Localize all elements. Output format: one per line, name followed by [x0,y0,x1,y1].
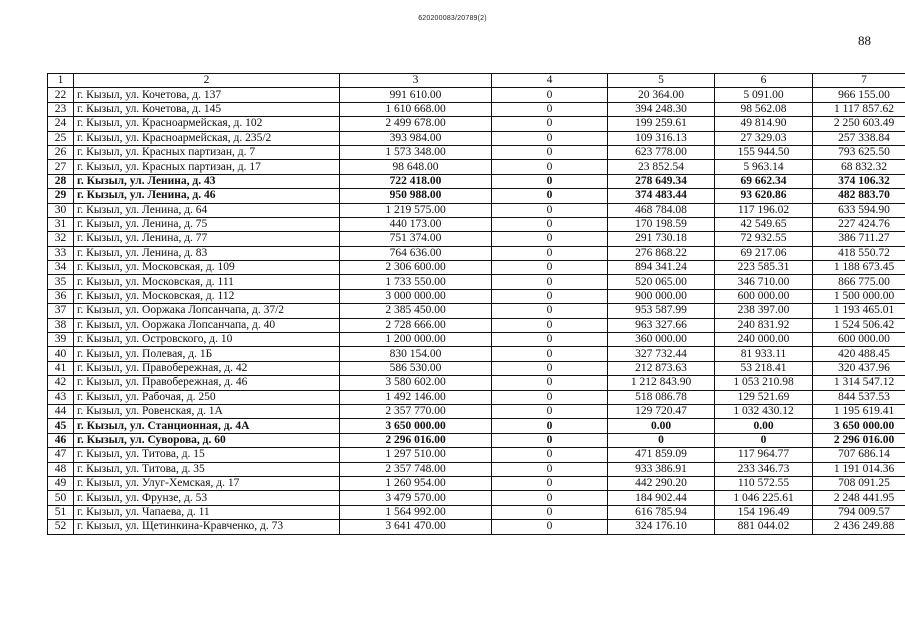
table-row [48,419,905,433]
column-7-cell: 966 155.00 [813,88,905,102]
column-header: 7 [813,74,905,88]
address-cell: г. Кызыл, ул. Ленина, д. 75 [74,217,340,231]
table-row [48,476,905,490]
column-7-cell: 844 537.53 [813,390,905,404]
row-number-cell: 36 [48,289,74,303]
column-3-cell: 1 219 575.00 [340,203,492,217]
column-4-cell: 0 [492,419,608,433]
column-5-cell: 109 316.13 [608,131,715,145]
column-5-cell: 0 [608,433,715,447]
column-7-cell: 707 686.14 [813,448,905,462]
address-cell: г. Кызыл, ул. Островского, д. 10 [74,333,340,347]
column-7-cell: 386 711.27 [813,232,905,246]
column-7-cell: 794 009.57 [813,505,905,519]
table-row [48,203,905,217]
column-7-cell: 1 500 000.00 [813,289,905,303]
row-number-cell: 22 [48,88,74,102]
column-3-cell: 393 984.00 [340,131,492,145]
table-row [48,174,905,188]
address-cell: г. Кызыл, ул. Правобережная, д. 42 [74,361,340,375]
column-7-cell: 708 091.25 [813,476,905,490]
row-number-cell: 50 [48,491,74,505]
page-number: 88 [858,33,871,48]
column-5-cell: 324 176.10 [608,520,715,534]
column-4-cell: 0 [492,376,608,390]
column-5-cell: 20 364.00 [608,88,715,102]
column-5-cell: 327 732.44 [608,347,715,361]
address-cell: г. Кызыл, ул. Правобережная, д. 46 [74,376,340,390]
address-cell: г. Кызыл, ул. Московская, д. 112 [74,289,340,303]
table-row [48,117,905,131]
column-7-cell: 68 832.32 [813,160,905,174]
column-6-cell: 72 932.55 [715,232,813,246]
column-4-cell: 0 [492,203,608,217]
address-cell: г. Кызыл, ул. Ленина, д. 46 [74,189,340,203]
table-row [48,145,905,159]
row-number-cell: 46 [48,433,74,447]
column-5-cell: 276 868.22 [608,246,715,260]
address-cell: г. Кызыл, ул. Ленина, д. 43 [74,174,340,188]
column-7-cell: 1 195 619.41 [813,404,905,418]
column-3-cell: 1 492 146.00 [340,390,492,404]
column-5-cell: 471 859.09 [608,448,715,462]
row-number-cell: 28 [48,174,74,188]
column-4-cell: 0 [492,505,608,519]
column-4-cell: 0 [492,304,608,318]
column-5-cell: 894 341.24 [608,261,715,275]
column-7-cell: 2 436 249.88 [813,520,905,534]
table-row [48,318,905,332]
table-row [48,246,905,260]
column-3-cell: 2 296 016.00 [340,433,492,447]
address-cell: г. Кызыл, ул. Станционная, д. 4А [74,419,340,433]
column-6-cell: 117 964.77 [715,448,813,462]
table-row [48,491,905,505]
column-6-cell: 93 620.86 [715,189,813,203]
table-row [48,333,905,347]
table-row [48,131,905,145]
column-7-cell: 1 188 673.45 [813,261,905,275]
column-4-cell: 0 [492,261,608,275]
column-3-cell: 3 650 000.00 [340,419,492,433]
row-number-cell: 25 [48,131,74,145]
address-cell: г. Кызыл, ул. Московская, д. 109 [74,261,340,275]
column-4-cell: 0 [492,462,608,476]
column-6-cell: 5 963.14 [715,160,813,174]
row-number-cell: 52 [48,520,74,534]
row-number-cell: 40 [48,347,74,361]
column-5-cell: 616 785.94 [608,505,715,519]
column-4-cell: 0 [492,117,608,131]
column-3-cell: 2 385 450.00 [340,304,492,318]
address-cell: г. Кызыл, ул. Ленина, д. 77 [74,232,340,246]
column-4-cell: 0 [492,361,608,375]
column-5-cell: 900 000.00 [608,289,715,303]
column-7-cell: 1 191 014.36 [813,462,905,476]
row-number-cell: 32 [48,232,74,246]
column-4-cell: 0 [492,88,608,102]
column-4-cell: 0 [492,390,608,404]
data-table [47,73,905,535]
column-7-cell: 3 650 000.00 [813,419,905,433]
column-6-cell: 233 346.73 [715,462,813,476]
column-header: 2 [74,74,340,88]
column-3-cell: 98 648.00 [340,160,492,174]
column-6-cell: 42 549.65 [715,217,813,231]
address-cell: г. Кызыл, ул. Суворова, д. 60 [74,433,340,447]
column-5-cell: 933 386.91 [608,462,715,476]
column-7-cell: 374 106.32 [813,174,905,188]
row-number-cell: 43 [48,390,74,404]
row-number-cell: 27 [48,160,74,174]
column-6-cell: 98 562.08 [715,102,813,116]
row-number-cell: 42 [48,376,74,390]
address-cell: г. Кызыл, ул. Ленина, д. 64 [74,203,340,217]
column-5-cell: 0.00 [608,419,715,433]
column-4-cell: 0 [492,131,608,145]
row-number-cell: 51 [48,505,74,519]
column-4-cell: 0 [492,232,608,246]
column-6-cell: 69 217.06 [715,246,813,260]
row-number-cell: 35 [48,275,74,289]
column-7-cell: 866 775.00 [813,275,905,289]
column-5-cell: 23 852.54 [608,160,715,174]
address-cell: г. Кызыл, ул. Улуг-Хемская, д. 17 [74,476,340,490]
column-6-cell: 81 933.11 [715,347,813,361]
column-4-cell: 0 [492,160,608,174]
address-cell: г. Кызыл, ул. Полевая, д. 1Б [74,347,340,361]
address-cell: г. Кызыл, ул. Ооржака Лопсанчапа, д. 37/2 [74,304,340,318]
column-4-cell: 0 [492,145,608,159]
column-6-cell: 110 572.55 [715,476,813,490]
row-number-cell: 24 [48,117,74,131]
column-5-cell: 442 290.20 [608,476,715,490]
row-number-cell: 44 [48,404,74,418]
address-cell: г. Кызыл, ул. Титова, д. 35 [74,462,340,476]
row-number-cell: 39 [48,333,74,347]
column-5-cell: 623 778.00 [608,145,715,159]
address-cell: г. Кызыл, ул. Красных партизан, д. 17 [74,160,340,174]
table-row [48,390,905,404]
column-3-cell: 2 357 770.00 [340,404,492,418]
column-6-cell: 0.00 [715,419,813,433]
row-number-cell: 45 [48,419,74,433]
column-4-cell: 0 [492,476,608,490]
column-3-cell: 3 641 470.00 [340,520,492,534]
column-6-cell: 155 944.50 [715,145,813,159]
table-row [48,102,905,116]
column-6-cell: 1 053 210.98 [715,376,813,390]
row-number-cell: 34 [48,261,74,275]
column-3-cell: 2 306 600.00 [340,261,492,275]
column-4-cell: 0 [492,174,608,188]
column-3-cell: 830 154.00 [340,347,492,361]
column-7-cell: 1 524 506.42 [813,318,905,332]
column-header: 5 [608,74,715,88]
column-6-cell: 129 521.69 [715,390,813,404]
column-6-cell: 223 585.31 [715,261,813,275]
row-number-cell: 29 [48,189,74,203]
column-7-cell: 2 296 016.00 [813,433,905,447]
column-6-cell: 240 831.92 [715,318,813,332]
column-3-cell: 3 000 000.00 [340,289,492,303]
column-5-cell: 468 784.08 [608,203,715,217]
column-6-cell: 5 091.00 [715,88,813,102]
column-5-cell: 360 000.00 [608,333,715,347]
column-5-cell: 374 483.44 [608,189,715,203]
column-5-cell: 278 649.34 [608,174,715,188]
address-cell: г. Кызыл, ул. Фрунзе, д. 53 [74,491,340,505]
address-cell: г. Кызыл, ул. Кочетова, д. 137 [74,88,340,102]
column-header: 1 [48,74,74,88]
table-row [48,404,905,418]
table-row [48,261,905,275]
row-number-cell: 38 [48,318,74,332]
column-3-cell: 1 564 992.00 [340,505,492,519]
column-7-cell: 2 250 603.49 [813,117,905,131]
column-7-cell: 1 314 547.12 [813,376,905,390]
table-row [48,217,905,231]
column-7-cell: 420 488.45 [813,347,905,361]
column-6-cell: 27 329.03 [715,131,813,145]
column-5-cell: 1 212 843.90 [608,376,715,390]
column-3-cell: 440 173.00 [340,217,492,231]
column-5-cell: 518 086.78 [608,390,715,404]
address-cell: г. Кызыл, ул. Красных партизан, д. 7 [74,145,340,159]
column-4-cell: 0 [492,275,608,289]
column-5-cell: 394 248.30 [608,102,715,116]
address-cell: г. Кызыл, ул. Московская, д. 111 [74,275,340,289]
table-body [48,88,905,534]
row-number-cell: 23 [48,102,74,116]
column-4-cell: 0 [492,448,608,462]
column-4-cell: 0 [492,347,608,361]
column-5-cell: 963 327.66 [608,318,715,332]
column-3-cell: 991 610.00 [340,88,492,102]
column-4-cell: 0 [492,491,608,505]
address-cell: г. Кызыл, ул. Ровенская, д. 1А [74,404,340,418]
table-row [48,361,905,375]
column-3-cell: 2 357 748.00 [340,462,492,476]
column-3-cell: 1 610 668.00 [340,102,492,116]
column-4-cell: 0 [492,246,608,260]
column-6-cell: 154 196.49 [715,505,813,519]
column-6-cell: 1 032 430.12 [715,404,813,418]
column-header: 6 [715,74,813,88]
column-4-cell: 0 [492,333,608,347]
column-4-cell: 0 [492,102,608,116]
address-cell: г. Кызыл, ул. Красноармейская, д. 235/2 [74,131,340,145]
column-3-cell: 764 636.00 [340,246,492,260]
column-3-cell: 950 988.00 [340,189,492,203]
column-6-cell: 0 [715,433,813,447]
column-6-cell: 69 662.34 [715,174,813,188]
column-3-cell: 3 580 602.00 [340,376,492,390]
column-3-cell: 1 260 954.00 [340,476,492,490]
table-row [48,505,905,519]
table-row [48,448,905,462]
column-header: 4 [492,74,608,88]
address-cell: г. Кызыл, ул. Рабочая, д. 250 [74,390,340,404]
address-cell: г. Кызыл, ул. Титова, д. 15 [74,448,340,462]
column-4-cell: 0 [492,289,608,303]
column-6-cell: 240 000.00 [715,333,813,347]
table-row [48,232,905,246]
column-6-cell: 49 814.90 [715,117,813,131]
row-number-cell: 41 [48,361,74,375]
column-6-cell: 346 710.00 [715,275,813,289]
column-6-cell: 600 000.00 [715,289,813,303]
column-7-cell: 227 424.76 [813,217,905,231]
column-7-cell: 2 248 441.95 [813,491,905,505]
table-row [48,88,905,102]
column-5-cell: 129 720.47 [608,404,715,418]
column-5-cell: 520 065.00 [608,275,715,289]
column-6-cell: 117 196.02 [715,203,813,217]
column-5-cell: 291 730.18 [608,232,715,246]
row-number-cell: 47 [48,448,74,462]
column-4-cell: 0 [492,433,608,447]
column-5-cell: 199 259.61 [608,117,715,131]
column-3-cell: 586 530.00 [340,361,492,375]
column-7-cell: 320 437.96 [813,361,905,375]
table-row [48,376,905,390]
table-row [48,347,905,361]
table-row [48,160,905,174]
column-5-cell: 170 198.59 [608,217,715,231]
column-3-cell: 3 479 570.00 [340,491,492,505]
row-number-cell: 49 [48,476,74,490]
column-3-cell: 1 573 348.00 [340,145,492,159]
column-5-cell: 953 587.99 [608,304,715,318]
row-number-cell: 33 [48,246,74,260]
table-row [48,275,905,289]
column-5-cell: 184 902.44 [608,491,715,505]
column-3-cell: 2 499 678.00 [340,117,492,131]
table-row [48,520,905,534]
address-cell: г. Кызыл, ул. Чапаева, д. 11 [74,505,340,519]
table-row [48,189,905,203]
column-3-cell: 1 200 000.00 [340,333,492,347]
column-4-cell: 0 [492,318,608,332]
row-number-cell: 48 [48,462,74,476]
column-4-cell: 0 [492,404,608,418]
table-row [48,304,905,318]
table-row [48,289,905,303]
row-number-cell: 26 [48,145,74,159]
column-6-cell: 1 046 225.61 [715,491,813,505]
column-7-cell: 257 338.84 [813,131,905,145]
column-4-cell: 0 [492,217,608,231]
column-7-cell: 418 550.72 [813,246,905,260]
column-7-cell: 600 000.00 [813,333,905,347]
column-6-cell: 53 218.41 [715,361,813,375]
column-7-cell: 793 625.50 [813,145,905,159]
address-cell: г. Кызыл, ул. Щетинкина-Кравченко, д. 73 [74,520,340,534]
row-number-cell: 30 [48,203,74,217]
column-3-cell: 1 297 510.00 [340,448,492,462]
column-3-cell: 1 733 550.00 [340,275,492,289]
column-7-cell: 1 193 465.01 [813,304,905,318]
column-7-cell: 633 594.90 [813,203,905,217]
column-3-cell: 722 418.00 [340,174,492,188]
table-row [48,433,905,447]
column-header: 3 [340,74,492,88]
column-6-cell: 238 397.00 [715,304,813,318]
column-3-cell: 2 728 666.00 [340,318,492,332]
row-number-cell: 37 [48,304,74,318]
document-code: 620200083/20789(2) [418,15,487,22]
table-header-row [48,74,905,88]
column-3-cell: 751 374.00 [340,232,492,246]
address-cell: г. Кызыл, ул. Ленина, д. 83 [74,246,340,260]
column-4-cell: 0 [492,189,608,203]
row-number-cell: 31 [48,217,74,231]
column-7-cell: 482 883.70 [813,189,905,203]
address-cell: г. Кызыл, ул. Красноармейская, д. 102 [74,117,340,131]
table-row [48,462,905,476]
address-cell: г. Кызыл, ул. Ооржака Лопсанчапа, д. 40 [74,318,340,332]
column-4-cell: 0 [492,520,608,534]
column-6-cell: 881 044.02 [715,520,813,534]
column-5-cell: 212 873.63 [608,361,715,375]
address-cell: г. Кызыл, ул. Кочетова, д. 145 [74,102,340,116]
column-7-cell: 1 117 857.62 [813,102,905,116]
